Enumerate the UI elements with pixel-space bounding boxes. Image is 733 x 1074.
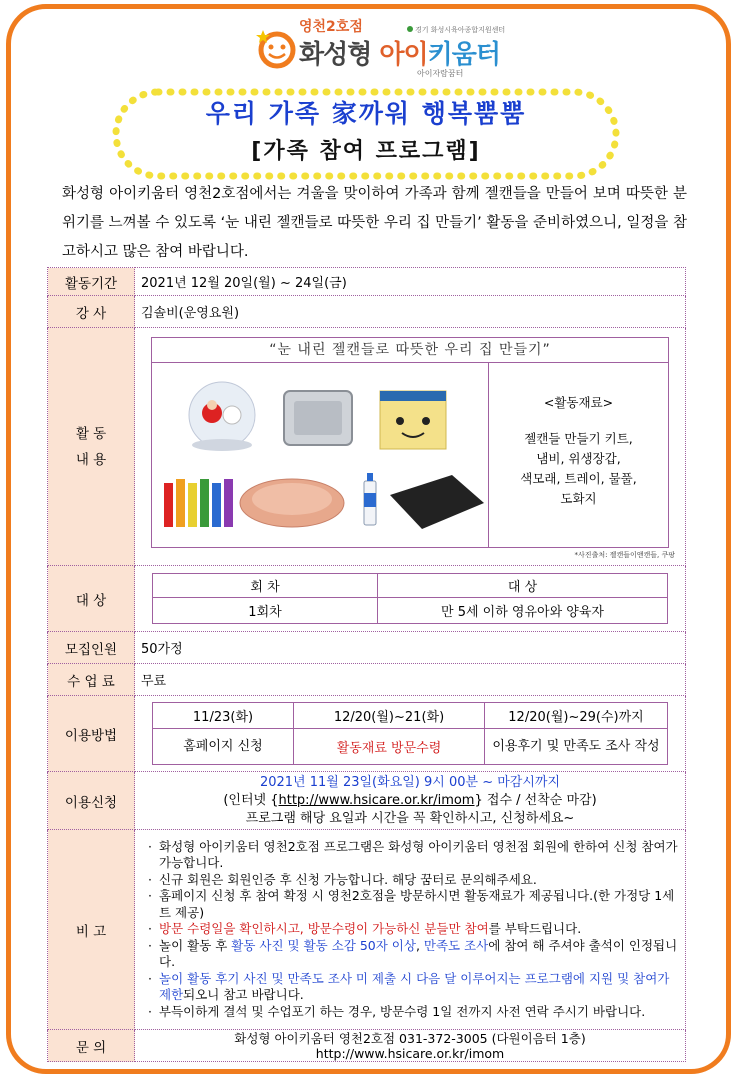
org-name-part1: 화성형	[299, 40, 380, 70]
note-text: 에 참여 해 주셔야 출석이 인정됩니다.	[159, 937, 678, 970]
apply-method-prefix: (인터넷 {	[223, 792, 279, 808]
row-content	[48, 328, 686, 566]
branch-name: 영천2호점	[299, 19, 363, 35]
black-paper-photo	[390, 475, 484, 529]
apply-period: 2021년 11월 23일(화요일) 9시 00분 ~ 마감시까지	[259, 774, 561, 790]
intro-paragraph: 화성형 아이키움터 영천2호점에서는 겨울을 맞이하여 가족과 함께 젤캔들을 만들어 보며 따뜻한 분위기를 느껴볼 수 있도록 ‘눈 내린 젤캔들로 따뜻한 우리 집 만들기’ 활동을 준비하였으니, 일정을 참고하시고 많은 참여 바랍니다.	[62, 186, 687, 260]
note-blue-text: 놀이 활동 후기 사진 및 만족도 조사 미 제출 시 다음 달 이루어지는 프로그램에 지원 및 참여가 제한	[159, 970, 670, 1003]
note-item	[159, 938, 679, 971]
method-table	[152, 702, 668, 765]
snow-globe-photo	[189, 382, 255, 451]
title-box	[112, 88, 620, 180]
aluminum-tray-photo	[284, 391, 352, 445]
materials-line2: 냄비, 위생장갑,	[536, 451, 621, 466]
note-blue-text: 만족도 조사	[423, 937, 489, 953]
apply-value	[135, 772, 686, 830]
notes-list	[145, 839, 679, 1021]
apply-method-suffix: } 접수 / 선착순 마감)	[474, 792, 597, 808]
apply-method	[141, 792, 679, 810]
row-recruit	[48, 632, 686, 664]
instructor-label: 강 사	[48, 296, 135, 328]
row-method	[48, 696, 686, 772]
note-text: 되오니 참고 바랍니다.	[183, 987, 304, 1003]
pink-tray-photo	[240, 479, 344, 527]
method-value	[135, 696, 686, 772]
content-value	[135, 328, 686, 566]
note-item: · 신규 회원은 회원인증 후 신청 가능합니다. 해당 꿈터로 문의해주세요.	[159, 872, 679, 889]
materials-box	[151, 337, 669, 548]
colored-sand-bottles-photo	[164, 479, 233, 527]
target-value	[135, 566, 686, 632]
contact-phone: 화성형 아이키움터 영천2호점 031-372-3005 (다원이음터 1층)	[234, 1030, 586, 1046]
fee-label: 수 업 료	[48, 664, 135, 696]
method-date-2: 12/20(월)~21(화)	[294, 703, 485, 729]
recruit-label: 모집인원	[48, 632, 135, 664]
note-item: · 부득이하게 결석 및 수업포기 하는 경우, 방문수령 1일 전까지 사전 연락 주시기 바랍니다.	[159, 1004, 679, 1021]
apply-label: 이용신청	[48, 772, 135, 830]
materials-title: <활동재료>	[543, 395, 614, 410]
target-table	[152, 573, 668, 624]
target-head-audience: 대 상	[378, 574, 668, 598]
partner-name: 경기 화성시육아종합지원센터	[415, 26, 506, 34]
contact-value	[135, 1030, 686, 1062]
recruit-value: 50가정	[135, 632, 686, 664]
note-item	[159, 971, 679, 1004]
note-text: ,	[415, 937, 424, 953]
materials-line1: 젤캔들 만들기 키트,	[524, 431, 633, 446]
apply-url-link[interactable]: http://www.hsicare.or.kr/imom	[278, 792, 475, 808]
candle-kit-box-photo	[380, 391, 446, 449]
contact-label: 문 의	[48, 1030, 135, 1062]
main-title: 우리 가족 家까워 행복뿜뿜	[205, 99, 527, 128]
materials-line3: 색모래, 트레이, 물풀,	[520, 471, 637, 486]
activity-title: “눈 내린 젤캔들로 따뜻한 우리 집 만들기”	[152, 338, 668, 363]
materials-line4: 도화지	[560, 491, 597, 506]
method-date-3: 12/20(월)~29(수)까지	[485, 703, 668, 729]
fee-value: 무료	[135, 664, 686, 696]
row-instructor	[48, 296, 686, 328]
content-label-line1: 활 동	[75, 425, 107, 442]
org-subtitle: 아이자람꿈터	[417, 69, 464, 78]
materials-row	[152, 363, 668, 547]
method-action-1: 홈페이지 신청	[153, 729, 294, 765]
smiley-logo-icon	[255, 26, 299, 70]
note-item	[159, 921, 679, 938]
materials-photos	[152, 363, 489, 547]
row-apply	[48, 772, 686, 830]
materials-list	[489, 363, 668, 547]
note-item: · 홈페이지 신청 후 참여 확정 시 영천2호점을 방문하시면 활동재료가 제공됩니다.(한 가정당 1세트 제공)	[159, 888, 679, 921]
method-action-3: 이용후기 및 만족도 조사 작성	[485, 729, 668, 765]
period-label: 활동기간	[48, 268, 135, 296]
row-period	[48, 268, 686, 296]
photo-credit: *사진출처: 젤캔들이앤캔들, 쿠팡	[574, 551, 675, 559]
contact-url[interactable]: http://www.hsicare.or.kr/imom	[315, 1045, 505, 1061]
partner-dot-icon	[407, 26, 413, 32]
row-contact	[48, 1030, 686, 1062]
org-name-part3: 키움터	[427, 40, 500, 70]
target-label: 대 상	[48, 566, 135, 632]
org-name	[299, 34, 500, 71]
row-target	[48, 566, 686, 632]
target-session: 1회차	[153, 598, 378, 624]
method-date-1: 11/23(화)	[153, 703, 294, 729]
method-action-2: 활동재료 방문수령	[294, 729, 485, 765]
notes-value	[135, 830, 686, 1030]
note-text: 놀이 활동 후	[159, 937, 232, 953]
content-label	[48, 328, 135, 566]
note-red-text: 방문 수령일을 확인하시고, 방문수령이 가능하신 분들만 참여	[159, 921, 489, 937]
row-fee	[48, 664, 686, 696]
partner-logo	[407, 25, 505, 35]
target-head-session: 회 차	[153, 574, 378, 598]
note-blue-text: 활동 사진 및 활동 소감 50자 이상	[231, 937, 416, 953]
period-value: 2021년 12월 20일(월) ~ 24일(금)	[135, 268, 686, 296]
row-notes	[48, 830, 686, 1030]
org-name-part2: 아이	[379, 40, 428, 70]
method-label: 이용방법	[48, 696, 135, 772]
logo	[255, 12, 500, 82]
content-label-line2: 내 용	[75, 451, 107, 468]
note-item: · 화성형 아이키움터 영천2호점 프로그램은 화성형 아이키움터 영천점 회원에 한하여 신청 참여가 가능합니다.	[159, 839, 679, 872]
sub-title: [가족 참여 프로그램]	[251, 139, 481, 164]
materials-photo-collage	[152, 363, 488, 547]
instructor-value: 김솔비(운영요원)	[135, 296, 686, 328]
apply-note: 프로그램 해당 요일과 시간을 꼭 확인하시고, 신청하세요~	[245, 810, 575, 826]
target-audience: 만 5세 이하 영유아와 양육자	[378, 598, 668, 624]
notes-label: 비 고	[48, 830, 135, 1030]
note-text: 를 부탁드립니다.	[488, 921, 582, 937]
program-info-table	[47, 267, 686, 1062]
glue-bottle-photo	[364, 473, 376, 525]
